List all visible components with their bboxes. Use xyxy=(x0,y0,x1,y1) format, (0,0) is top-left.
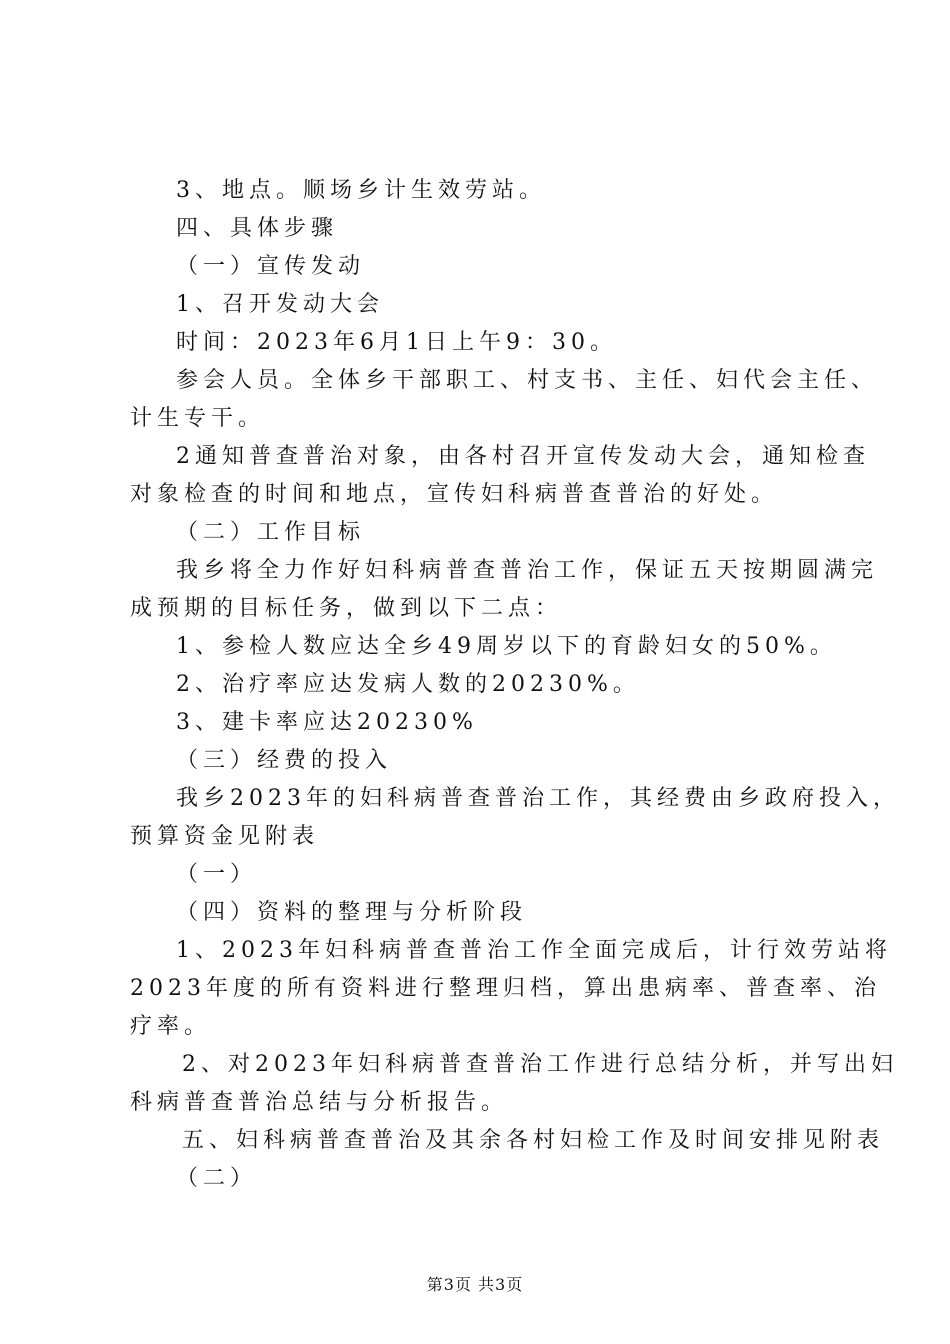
paragraph-line: 我乡将全力作好妇科病普查普治工作，保证五天按期圆满完 xyxy=(176,558,879,583)
paragraph-line: （三）经费的投入 xyxy=(176,748,393,773)
paragraph-line: 3、地点。顺场乡计生效劳站。 xyxy=(176,178,546,203)
document-body xyxy=(130,172,900,1198)
paragraph-line: 计生专干。 xyxy=(130,406,266,431)
paragraph-line: 2023年度的所有资料进行整理归档，算出患病率、普查率、治 xyxy=(130,976,881,1001)
paragraph-line: （二） xyxy=(176,1166,258,1191)
paragraph-line: 成预期的目标任务，做到以下二点： xyxy=(130,596,563,621)
paragraph-line: （四）资料的整理与分析阶段 xyxy=(176,900,528,925)
paragraph-line: 五、妇科病普查普治及其余各村妇检工作及时间安排见附表 xyxy=(182,1128,885,1153)
paragraph-line: 2通知普查普治对象，由各村召开宣传发动大会，通知检查 xyxy=(176,444,870,469)
paragraph-line: 对象检查的时间和地点，宣传妇科病普查普治的好处。 xyxy=(130,482,779,507)
paragraph-line: 预算资金见附表 xyxy=(130,824,320,849)
paragraph-line: （二）工作目标 xyxy=(176,520,366,545)
paragraph-line: 我乡2023年的妇科病普查普治工作，其经费由乡政府投入， xyxy=(176,786,900,811)
paragraph-line: 科病普查普治总结与分析报告。 xyxy=(130,1090,509,1115)
paragraph-line: 1、2023年妇科病普查普治工作全面完成后，计行效劳站将 xyxy=(176,938,892,963)
paragraph-line: 四、具体步骤 xyxy=(176,216,339,241)
page-number-footer: 第3页 共3页 xyxy=(426,1275,524,1294)
paragraph-line: 参会人员。全体乡干部职工、村支书、主任、妇代会主任、 xyxy=(176,368,879,393)
paragraph-line: （一） xyxy=(176,862,258,887)
paragraph-line: 2、对2023年妇科病普查普治工作进行总结分析，并写出妇 xyxy=(182,1052,898,1077)
paragraph-line: 疗率。 xyxy=(130,1014,212,1039)
paragraph-line: 时间：2023年6月1日上午9：30。 xyxy=(176,330,617,355)
paragraph-line: 3、建卡率应达20230% xyxy=(176,710,478,735)
paragraph-line: 1、参检人数应达全乡49周岁以下的育龄妇女的50%。 xyxy=(176,634,837,659)
paragraph-line: （一）宣传发动 xyxy=(176,254,366,279)
paragraph-line: 1、召开发动大会 xyxy=(176,292,384,317)
paragraph-line: 2、治疗率应达发病人数的20230%。 xyxy=(176,672,640,697)
